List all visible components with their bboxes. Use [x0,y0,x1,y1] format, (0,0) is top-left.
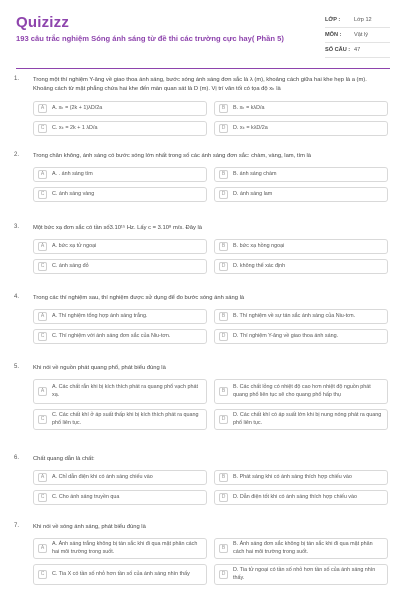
question-text: Trong một thí nghiệm Y-âng về giao thoa ánh sáng, bước sóng ánh sáng đơn sắc là λ (m), khoảng cách giữa hai khe hẹp là a (m). Khoảng cách từ mặt phẳng chứa hai khe đến màn quan sát là D (m). Vị trí vân tối có tọa độ xₖ là [33,77,367,92]
question-2 [0,152,400,224]
meta-value: Vật lý [354,32,368,38]
option-letter-box: D [219,262,228,271]
option-text: C. Cho ánh sáng truyền qua [52,493,120,500]
question-4 [0,294,400,364]
option-text: C. Thí nghiệm với ánh sáng đơn sắc của Niu-tơn. [52,332,171,339]
option-text: D. Tia tử ngoại có tần số nhỏ hơn tần số của ánh sáng nhìn thấy. [233,567,376,581]
question-number: 4. [14,294,20,300]
option-a[interactable] [33,470,207,485]
question-5 [0,364,400,455]
option-letter-box: B [219,544,228,553]
option-c[interactable] [33,564,207,585]
option-b[interactable] [214,101,388,116]
option-text: C. Tia X có tần số nhỏ hơn tần số của ánh sáng nhìn thấy [52,570,190,577]
option-b[interactable] [214,538,388,559]
option-letter-box: A [38,544,47,553]
option-text: B. Ánh sáng đơn sắc không bị tán sắc khi đi qua mặt phân cách hai môi trường trong suốt. [233,541,373,555]
answer-options [33,309,388,344]
option-letter-box: B [219,312,228,321]
meta-row-subject [325,28,390,43]
option-letter-box: C [38,415,47,424]
option-text: B. xₖ = kλD/a [233,104,265,111]
option-text: A. Ánh sáng trắng không bị tán sắc khi đi qua mặt phân cách hai môi trường trong suốt. [52,541,198,555]
question-list [0,76,400,600]
option-letter-box: B [219,104,228,113]
option-text: D. xₖ = kλD/2a [233,124,268,131]
option-text: A. . ánh sáng tím [52,170,93,177]
option-letter-box: C [38,570,47,579]
question-6 [0,455,400,523]
option-a[interactable] [33,239,207,254]
meta-value: Lớp 12 [354,17,372,23]
option-text: A. xₖ = (2k + 1)λD/2a [52,104,103,111]
answer-options [33,167,388,202]
option-c[interactable] [33,121,207,136]
question-text: Khi nói về sóng ánh sáng, phát biểu đúng là [33,524,146,530]
answer-options [33,538,388,585]
option-text: B. Các chất lỏng có nhiệt độ cao hơn nhiệt độ nguồn phát quang phổ liên tục sẽ cho quang phổ hấp thụ [233,384,371,398]
option-d[interactable] [214,409,388,430]
option-a[interactable] [33,167,207,182]
option-letter-box: D [219,493,228,502]
option-d[interactable] [214,187,388,202]
option-b[interactable] [214,167,388,182]
option-letter-box: A [38,312,47,321]
option-letter-box: A [38,387,47,396]
option-text: A. bức xạ tử ngoại [52,242,97,249]
option-text: C. xₖ = 2k + 1 λD/a [52,124,98,131]
option-text: B. ánh sáng chàm [233,170,277,177]
answer-options [33,470,388,505]
option-d[interactable] [214,259,388,274]
option-a[interactable] [33,538,207,559]
option-letter-box: D [219,570,228,579]
option-text: D. Dẫn điện tốt khi có ánh sáng thích hợp chiếu vào [233,493,358,500]
question-number: 6. [14,455,20,461]
option-a[interactable] [33,101,207,116]
option-letter-box: C [38,190,47,199]
option-c[interactable] [33,490,207,505]
option-letter-box: A [38,104,47,113]
option-letter-box: D [219,124,228,133]
option-text: B. bức xạ hồng ngoại [233,242,285,249]
question-number: 7. [14,523,20,529]
option-text: A. Thí nghiệm tổng hợp ánh sáng trắng. [52,312,148,319]
option-a[interactable] [33,379,207,404]
option-d[interactable] [214,490,388,505]
answer-options [33,379,388,430]
meta-label: MÔN : [325,32,342,38]
meta-label: SỐ CÂU : [325,47,351,53]
option-text: A. Các chất rắn khi bị kích thích phát ra quang phổ vạch phát xạ. [52,384,198,398]
option-letter-box: A [38,170,47,179]
option-text: D. Thí nghiệm Y-âng về giao thoa ánh sáng. [233,332,339,339]
question-text: Trong chân không, ánh sáng có bước sóng lớn nhất trong số các ánh sáng đơn sắc: chàm, vàng, lam, tím là [33,153,312,159]
question-7 [0,523,400,600]
quizizz-logo: Quizizz [16,14,70,31]
option-a[interactable] [33,309,207,324]
option-text: A. Chỉ dẫn điện khi có ánh sáng chiếu vào [52,473,153,480]
option-letter-box: A [38,473,47,482]
question-text: Một bức xạ đơn sắc có tần số3.10¹⁵ Hz. Lấy c = 3.10⁸ m/s. Đây là [33,225,202,231]
option-letter-box: A [38,242,47,251]
question-number: 3. [14,224,20,230]
option-text: C. ánh sáng đỏ [52,262,89,269]
option-letter-box: B [219,242,228,251]
question-text: Khi nói về nguồn phát quang phổ, phát biểu đúng là [33,365,166,371]
option-d[interactable] [214,564,388,585]
question-number: 2. [14,152,20,158]
option-letter-box: C [38,124,47,133]
option-d[interactable] [214,121,388,136]
option-text: B. Thí nghiệm về sự tán sắc ánh sáng của Niu-tơn. [233,312,356,319]
option-text: D. không thể xác định [233,262,286,269]
question-text: Trong các thí nghiệm sau, thí nghiệm được sử dụng để đo bước sóng ánh sáng là [33,295,245,301]
question-number: 5. [14,364,20,370]
option-b[interactable] [214,379,388,404]
option-letter-box: D [219,415,228,424]
option-letter-box: D [219,332,228,341]
option-b[interactable] [214,239,388,254]
option-c[interactable] [33,187,207,202]
meta-value: 47 [354,47,361,53]
option-letter-box: B [219,170,228,179]
meta-row-class [325,13,390,28]
option-letter-box: C [38,493,47,502]
option-letter-box: B [219,387,228,396]
option-letter-box: B [219,473,228,482]
option-b[interactable] [214,470,388,485]
worksheet-meta [325,13,390,58]
option-letter-box: D [219,190,228,199]
option-letter-box: C [38,262,47,271]
option-text: D. ánh sáng lam [233,190,273,197]
option-d[interactable] [214,329,388,344]
answer-options [33,101,388,136]
option-text: D. Các chất khí có áp suất lớn khi bị nung nóng phát ra quang phổ liên tục. [233,412,382,426]
meta-row-count [325,43,390,58]
option-c[interactable] [33,259,207,274]
option-text: C. Các chất khí ở áp suất thấp khi bị kích thích phát ra quang phổ liên tục. [52,412,199,426]
option-c[interactable] [33,329,207,344]
answer-options [33,239,388,274]
question-1 [0,76,400,152]
meta-label: LỚP : [325,17,341,23]
option-letter-box: C [38,332,47,341]
worksheet-header [0,0,400,64]
option-b[interactable] [214,309,388,324]
header-divider [16,68,390,69]
option-c[interactable] [33,409,207,430]
option-text: C. ánh sáng vàng [52,190,95,197]
question-text: Chất quang dẫn là chất: [33,456,95,462]
question-3 [0,224,400,294]
worksheet-title: 193 câu trắc nghiệm Sóng ánh sáng từ đề thi các trường cực hay( Phần 5) [16,34,284,43]
option-text: B. Phát sáng khi có ánh sáng thích hợp chiếu vào [233,473,352,480]
question-number: 1. [14,76,20,82]
